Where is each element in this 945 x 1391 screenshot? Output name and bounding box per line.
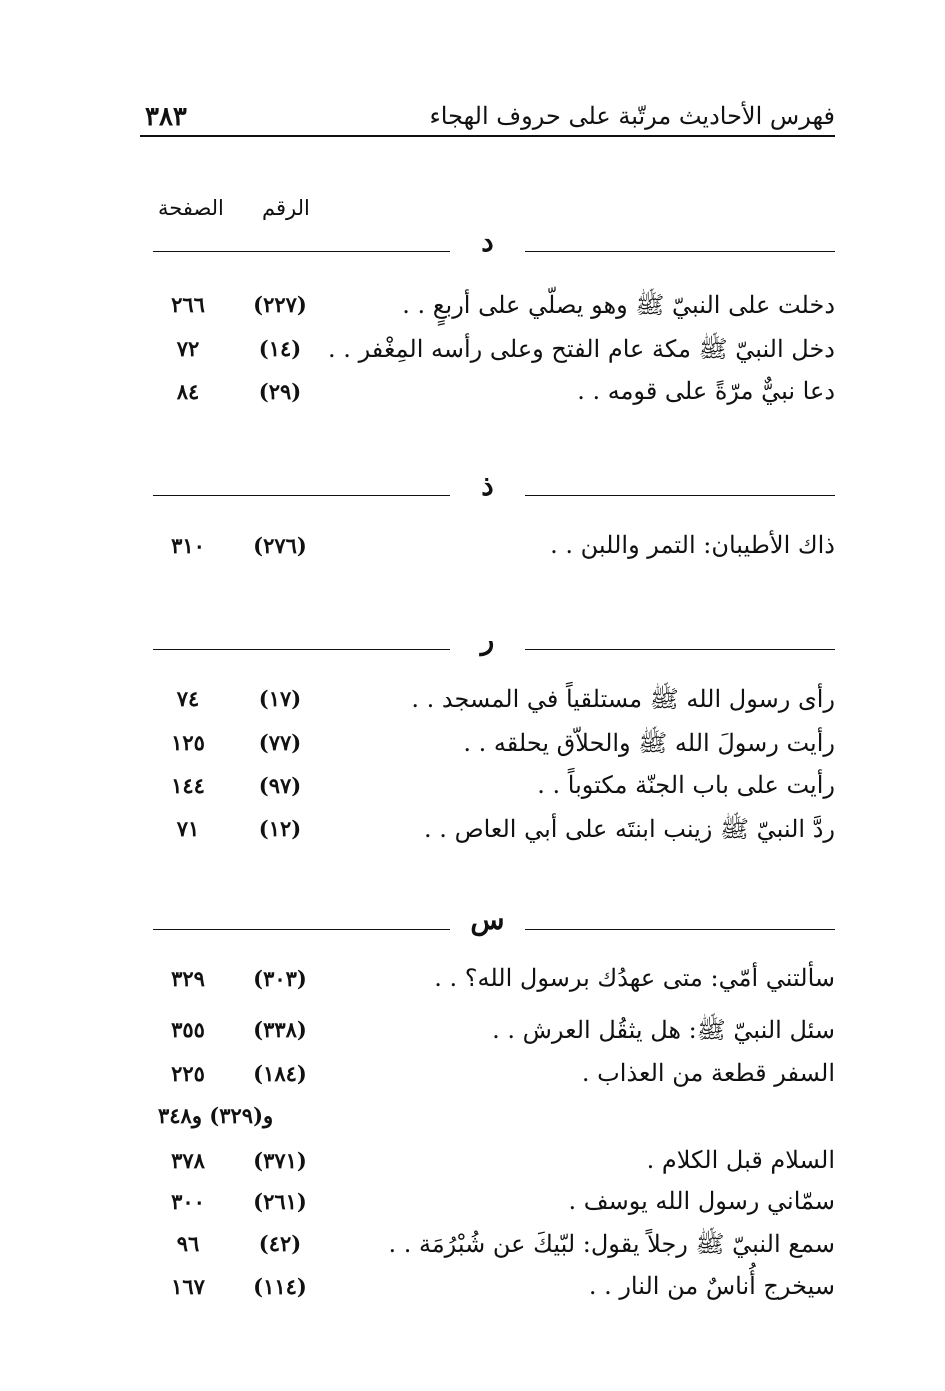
hadith-text: سمع النبيّ ﷺ رجلاً يقول: لبّيكَ عن شُبْرُمَة . . xyxy=(388,1230,835,1258)
index-entry xyxy=(140,814,835,854)
divider-rule xyxy=(153,495,450,496)
section-letter: ذ xyxy=(481,469,494,502)
hadith-number: (١٢) xyxy=(258,816,302,841)
hadith-text: السلام قبل الكلام . xyxy=(646,1146,835,1174)
column-header-number: الرقم xyxy=(262,196,310,220)
index-entry xyxy=(140,1272,835,1312)
section-letter: ر xyxy=(480,623,495,656)
hadith-text: ردَّ النبيّ ﷺ زينب ابنتَه على أبي العاص . . xyxy=(424,815,835,843)
hadith-number: (١١٤) xyxy=(253,1274,307,1299)
hadith-text: سيخرج أُناسٌ من النار . . xyxy=(588,1272,835,1300)
hadith-number: (٣٣٨) xyxy=(253,1017,307,1042)
divider-rule xyxy=(153,929,450,930)
page-reference: ١٤٤ xyxy=(171,773,205,798)
index-entry xyxy=(140,334,835,374)
section-divider-ra xyxy=(150,623,838,663)
hadith-number: (٢٦١) xyxy=(253,1189,307,1214)
additional-references: و(٣٢٩) و٣٤٨ xyxy=(158,1103,274,1128)
column-header-page: الصفحة xyxy=(158,196,224,220)
hadith-text: سمّاني رسول الله يوسف . xyxy=(568,1187,835,1215)
page-number: ٣٨٣ xyxy=(145,102,187,132)
index-entry xyxy=(140,964,835,1004)
section-divider-dhal xyxy=(150,469,838,509)
page-reference: ٣٢٩ xyxy=(171,966,205,991)
hadith-text: دخلت على النبيّ ﷺ وهو يصلّي على أربعٍ . . xyxy=(402,291,835,319)
hadith-number: (٤٢) xyxy=(258,1231,302,1256)
hadith-text: ذاك الأطيبان: التمر واللبن . . xyxy=(550,531,835,559)
page-reference: ٣٧٨ xyxy=(171,1148,205,1173)
section-divider-dal xyxy=(150,225,838,265)
page-reference: ٧٢ xyxy=(176,336,200,361)
hadith-text: السفر قطعة من العذاب . xyxy=(581,1059,835,1087)
index-entry xyxy=(140,1015,835,1055)
hadith-number: (٣٧١) xyxy=(253,1148,307,1173)
section-divider-sin xyxy=(150,903,838,943)
index-entry xyxy=(140,1146,835,1186)
index-entry xyxy=(140,684,835,724)
divider-rule xyxy=(153,649,450,650)
divider-rule xyxy=(525,649,835,650)
page-reference: ١٦٧ xyxy=(171,1274,205,1299)
hadith-number: (٩٧) xyxy=(258,773,302,798)
divider-rule xyxy=(153,251,450,252)
hadith-text: سئل النبيّ ﷺ: هل يثقُل العرش . . xyxy=(492,1016,835,1044)
page-reference: ٢٦٦ xyxy=(171,292,205,317)
page-reference: ٢٢٥ xyxy=(171,1061,205,1086)
index-entry xyxy=(140,377,835,417)
page-reference: ٣٠٠ xyxy=(171,1189,205,1214)
hadith-text: رأيت على باب الجنّة مكتوباً . . xyxy=(537,771,835,799)
divider-rule xyxy=(525,495,835,496)
hadith-number: (٣٠٣) xyxy=(253,966,307,991)
page-reference: ٧١ xyxy=(176,816,200,841)
page-reference: ٧٤ xyxy=(176,686,200,711)
hadith-number: (١٧) xyxy=(258,686,302,711)
header-rule xyxy=(140,135,835,137)
hadith-text: سألتني أمّي: متى عهدُك برسول الله؟ . . xyxy=(434,964,835,992)
hadith-number: (٢٧٦) xyxy=(253,533,307,558)
hadith-text: دعا نبيٌّ مرّةً على قومه . . xyxy=(577,377,835,405)
index-entry xyxy=(140,728,835,768)
running-title: فهرس الأحاديث مرتّبة على حروف الهجاء xyxy=(429,102,835,130)
divider-rule xyxy=(525,251,835,252)
index-entry xyxy=(140,290,835,330)
divider-rule xyxy=(525,929,835,930)
hadith-number: (١٨٤) xyxy=(253,1061,307,1086)
index-entry xyxy=(140,1187,835,1227)
page-reference: ١٢٥ xyxy=(171,730,205,755)
page-reference: ٨٤ xyxy=(176,379,200,404)
index-entry xyxy=(140,1229,835,1269)
page-reference: ٣١٠ xyxy=(171,533,205,558)
hadith-number: (٢٩) xyxy=(258,379,302,404)
section-letter: س xyxy=(470,903,505,936)
hadith-number: (٢٢٧) xyxy=(253,292,307,317)
index-entry xyxy=(140,531,835,571)
page-reference: ٩٦ xyxy=(176,1231,200,1256)
hadith-text: رأى رسول الله ﷺ مستلقياً في المسجد . . xyxy=(411,685,835,713)
hadith-number: (٧٧) xyxy=(258,730,302,755)
index-entry xyxy=(140,771,835,811)
section-letter: د xyxy=(481,225,494,258)
hadith-text: دخل النبيّ ﷺ مكة عام الفتح وعلى رأسه المِغْفر . . xyxy=(328,335,835,363)
index-entry xyxy=(140,1059,835,1099)
page-reference: ٣٥٥ xyxy=(171,1017,205,1042)
hadith-text: رأيت رسولَ الله ﷺ والحلاّق يحلقه . . xyxy=(463,729,835,757)
hadith-number: (١٤) xyxy=(258,336,302,361)
